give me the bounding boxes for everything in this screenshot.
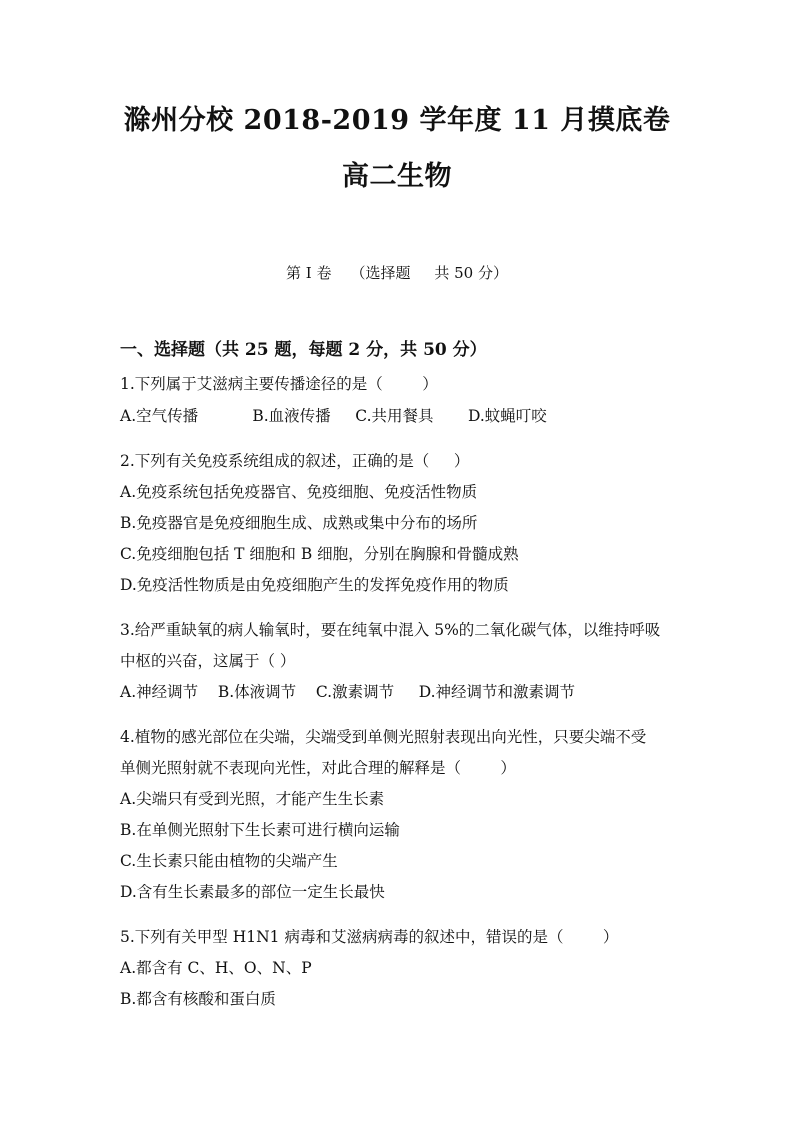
question-stem: 5.下列有关甲型 H1N1 病毒和艾滋病病毒的叙述中，错误的是（ ）: [120, 928, 619, 946]
section-heading: 一、选择题（共 25 题，每题 2 分，共 50 分）: [120, 340, 487, 360]
question-option: A.免疫系统包括免疫器官、免疫细胞、免疫活性物质: [120, 483, 478, 501]
question-options: A.空气传播 B.血液传播 C.共用餐具 D.蚊蝇叮咬: [120, 407, 547, 425]
question-stem: 4.植物的感光部位在尖端，尖端受到单侧光照射表现出向光性，只要尖端不受: [120, 728, 647, 746]
question-option: C.免疫细胞包括 T 细胞和 B 细胞，分别在胸腺和骨髓成熟: [120, 545, 519, 563]
volume-label: 第 I 卷 （选择题 共 50 分）: [286, 264, 508, 282]
question-option: B.都含有核酸和蛋白质: [120, 990, 276, 1008]
question-stem: 3.给严重缺氧的病人输氧时，要在纯氧中混入 5%的二氧化碳气体，以维持呼吸: [120, 621, 661, 639]
exam-subject: 高二生物: [342, 161, 452, 192]
question-option: A.都含有 C、H、O、N、P: [120, 959, 312, 977]
question-options: A.神经调节 B.体液调节 C.激素调节 D.神经调节和激素调节: [120, 683, 576, 701]
question-option: B.在单侧光照射下生长素可进行横向运输: [120, 821, 400, 839]
question-option: A.尖端只有受到光照，才能产生生长素: [120, 790, 385, 808]
question-option: D.含有生长素最多的部位一定生长最快: [120, 883, 385, 901]
question-stem: 单侧光照射就不表现向光性，对此合理的解释是（ ）: [120, 759, 516, 777]
question-option: D.免疫活性物质是由免疫细胞产生的发挥免疫作用的物质: [120, 576, 509, 594]
exam-title: 滁州分校 2018-2019 学年度 11 月摸底卷: [123, 105, 671, 136]
question-stem: 1.下列属于艾滋病主要传播途径的是（ ）: [120, 375, 438, 393]
question-option: B.免疫器官是免疫细胞生成、成熟或集中分布的场所: [120, 514, 478, 532]
question-option: C.生长素只能由植物的尖端产生: [120, 852, 338, 870]
question-stem: 中枢的兴奋，这属于（ ）: [120, 652, 296, 670]
question-stem: 2.下列有关免疫系统组成的叙述，正确的是（ ）: [120, 452, 470, 470]
